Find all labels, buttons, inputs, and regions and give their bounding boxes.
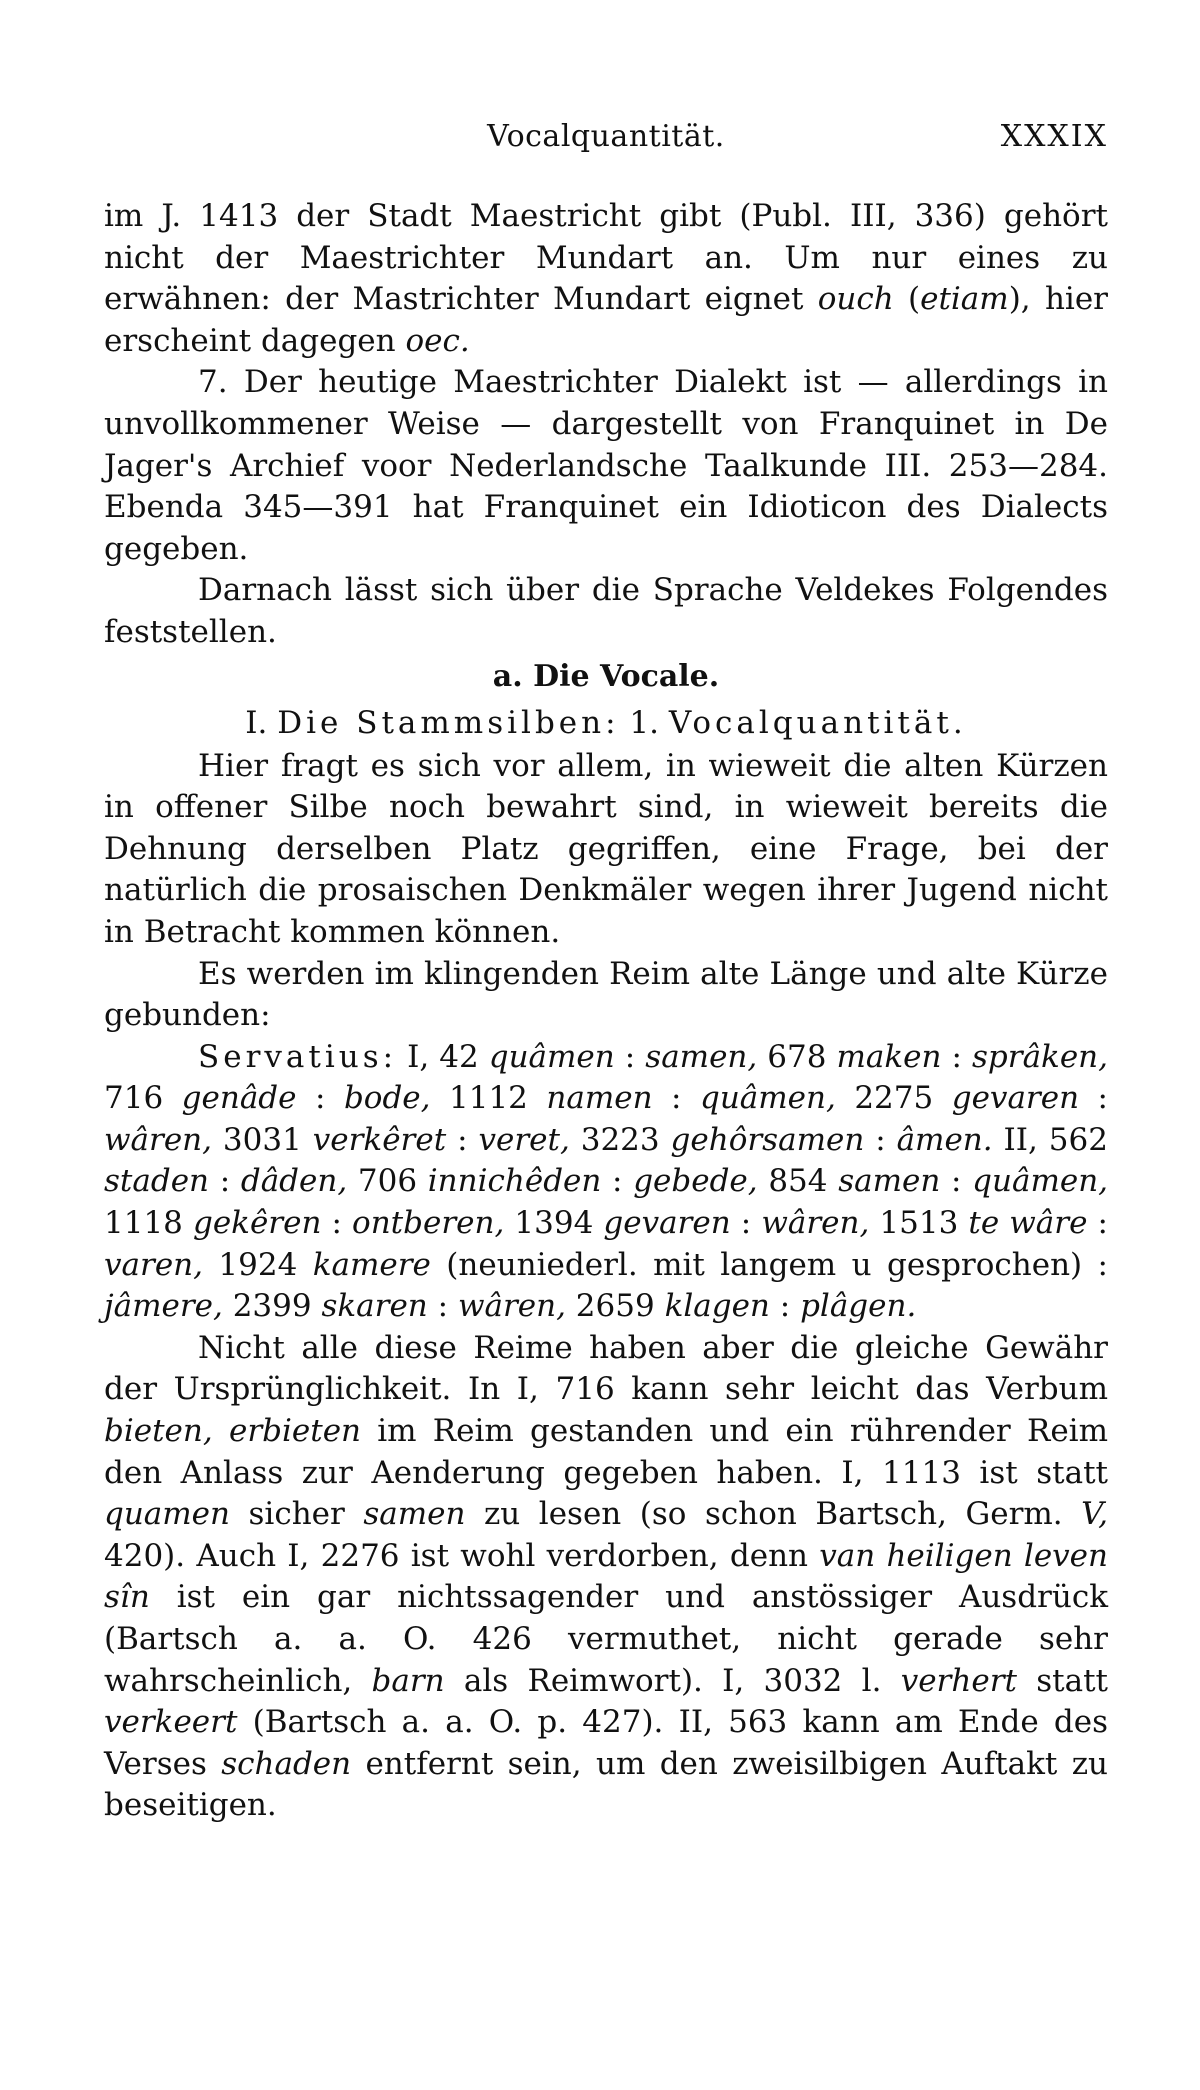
italic-word: quâmen: [488, 1038, 615, 1075]
text-run: :: [652, 1080, 700, 1117]
italic-word: wâren,: [457, 1288, 566, 1325]
text-run: 1.: [619, 704, 669, 741]
italic-word: samen: [838, 1163, 941, 1200]
text-run: 420). Auch I, 2276 ist wohl verdorben, denn: [104, 1537, 820, 1574]
paragraph-continuation: [104, 196, 1108, 362]
italic-word: gekêren: [192, 1205, 322, 1242]
text-run: :: [730, 1205, 762, 1242]
text-run: 1394: [504, 1205, 604, 1242]
paragraph-hier: Hier fragt es sich vor allem, in wieweit die alten Kürzen in offener Silbe noch bewahrt sind, in wieweit bereits die Dehnung derselben Platz gegriffen, eine Frage, bei der natürlich die prosaischen Denkmäler wegen ihrer Jugend nicht in Betracht kommen können.: [104, 747, 1108, 950]
text-run: 2399: [222, 1288, 322, 1325]
text-run: :: [427, 1288, 458, 1325]
italic-word: samen,: [645, 1038, 758, 1075]
text-run: statt: [1016, 1662, 1108, 1699]
text-run: zu lesen (so schon Bartsch, Germ.: [465, 1496, 1082, 1533]
subsection-heading: [104, 700, 1108, 746]
text-run: :: [864, 1121, 897, 1158]
italic-word: ouch: [817, 281, 894, 318]
spaced-text: Vocalquantität.: [668, 704, 967, 741]
text-run: entfernt sein, um den zweisilbigen Auftakt zu beseitigen.: [104, 1745, 1108, 1824]
text-run: im Reim gestanden und ein rührender Reim den Anlass zur Aenderung gegeben haben. I, 1113 ist statt: [104, 1413, 1108, 1491]
paragraph-nicht-alle: [104, 1328, 1108, 1827]
italic-word: dâden,: [240, 1163, 348, 1200]
paragraph-darnach: Darnach lässt sich über die Sprache Veldekes Folgendes feststellen.: [104, 572, 1108, 650]
italic-word: veret,: [478, 1121, 570, 1158]
italic-word: quâmen,: [699, 1080, 836, 1117]
italic-word: plâgen.: [800, 1288, 917, 1325]
italic-word: kamere: [312, 1246, 431, 1283]
text-run: :: [614, 1038, 646, 1075]
italic-word: barn: [371, 1662, 445, 1699]
italic-word: gebede,: [633, 1163, 758, 1200]
text-run: 1924: [202, 1246, 313, 1283]
text-run: :: [296, 1080, 344, 1117]
italic-word: klagen: [664, 1288, 770, 1325]
text-run: :: [446, 1121, 479, 1158]
italic-word: quamen: [104, 1496, 230, 1533]
italic-word: ontberen,: [352, 1205, 505, 1242]
italic-word: innichêden: [427, 1163, 602, 1200]
italic-word: maken: [836, 1038, 942, 1075]
italic-word: etiam: [920, 281, 1009, 318]
text-run: im J. 1413 der Stadt Maestricht gibt (Publ. III, 336) gehört nicht der Maestrichter Mundart an. Um nur eines zu erwähnen: der Mastrichter Mundart eignet: [104, 198, 1108, 318]
italic-word: wâren,: [104, 1121, 213, 1158]
text-run: :: [769, 1288, 801, 1325]
text-run: Nicht alle diese Reime haben aber die gleiche Gewähr der Ursprünglichkeit. In I, 716 kann sehr leicht das Verbum: [104, 1329, 1108, 1408]
text-run: sicher: [230, 1496, 364, 1533]
text-run: als Reimwort). I, 3032 l.: [444, 1662, 901, 1699]
running-head-title: Vocalquantität.: [487, 119, 725, 154]
italic-word: gevaren: [951, 1080, 1080, 1117]
text-run: 716: [104, 1080, 182, 1117]
italic-word: verhert: [900, 1662, 1017, 1699]
italic-word: te wâre: [968, 1205, 1088, 1242]
text-run: :: [209, 1163, 241, 1200]
text-run: :: [1087, 1205, 1108, 1242]
text-run: [213, 1413, 229, 1449]
italic-word: V,: [1081, 1496, 1108, 1533]
italic-word: schaden: [221, 1745, 352, 1782]
italic-word: gehôrsamen: [670, 1121, 865, 1158]
text-run: I.: [245, 704, 278, 741]
section-heading: a. Die Vocale.: [492, 658, 720, 694]
text-run: :: [321, 1205, 353, 1242]
text-run: (neuniederl. mit langem u gesprochen) :: [430, 1246, 1108, 1283]
italic-word: varen,: [104, 1246, 203, 1283]
spaced-text: Servatius:: [198, 1038, 398, 1075]
text-run: 1513: [869, 1205, 969, 1242]
text-run: :: [941, 1038, 972, 1075]
italic-word: bode,: [343, 1080, 431, 1117]
text-run: ist ein gar nichtssagender und anstössiger Ausdrück (Bartsch a. a. O. 426 vermuthet, nicht gerade sehr wahrscheinlich,: [104, 1579, 1108, 1699]
italic-word: staden: [104, 1163, 210, 1200]
italic-word: erbieten: [228, 1413, 362, 1450]
text-run: 706: [347, 1163, 428, 1200]
text-run: 1118: [104, 1205, 193, 1242]
page-number: XXXIX: [1000, 119, 1108, 154]
text-run: 2659: [565, 1288, 665, 1325]
text-run: (Bartsch a. a. O. p. 427). II, 563 kann am Ende des Verses: [104, 1704, 1108, 1782]
running-head: [104, 112, 1108, 162]
page-body: [104, 196, 1108, 1827]
text-run: 3223: [569, 1121, 671, 1158]
text-run: (: [893, 281, 921, 318]
italic-word: bieten,: [104, 1413, 213, 1450]
paragraph-servatius: [104, 1037, 1108, 1328]
italic-word: gevaren: [603, 1205, 731, 1242]
italic-word: oec.: [405, 322, 470, 359]
italic-word: namen: [546, 1080, 653, 1117]
italic-word: genâde: [181, 1080, 297, 1117]
paragraph-7: 7. Der heutige Maestrichter Dialekt ist — allerdings in unvollkommener Weise — dargestellt von Franquinet in De Jager's Archief voor Nederlandsche Taalkunde III. 253—284. Ebenda 345—391 hat Franquinet ein Idioticon des Dialects gegeben.: [104, 364, 1108, 567]
italic-word: van heiligen leven sîn: [104, 1537, 1108, 1616]
italic-word: verkeert: [104, 1704, 238, 1741]
italic-word: skaren: [321, 1288, 428, 1325]
text-run: 854: [757, 1163, 839, 1200]
text-run: 678: [757, 1038, 837, 1075]
text-run: II, 562: [992, 1121, 1108, 1158]
text-run: 2275: [835, 1080, 952, 1117]
italic-word: jâmere,: [104, 1288, 223, 1325]
text-run: :: [1079, 1080, 1108, 1117]
text-run: :: [940, 1163, 973, 1200]
italic-word: wâren,: [761, 1205, 870, 1242]
paragraph-es-werden: Es werden im klingenden Reim alte Länge und alte Kürze gebunden:: [104, 955, 1108, 1034]
spaced-text: Die Stammsilben:: [277, 704, 620, 741]
italic-word: verkêret: [312, 1121, 447, 1158]
text-run: I, 42: [397, 1038, 489, 1075]
text-run: 3031: [212, 1121, 313, 1158]
italic-word: quâmen,: [972, 1163, 1109, 1200]
italic-word: âmen.: [896, 1121, 993, 1158]
text-run: 1112: [430, 1080, 547, 1117]
italic-word: sprâken,: [972, 1038, 1109, 1075]
text-run: ), hier erscheint dagegen: [104, 281, 1108, 359]
text-run: :: [601, 1163, 634, 1200]
italic-word: samen: [363, 1496, 466, 1533]
